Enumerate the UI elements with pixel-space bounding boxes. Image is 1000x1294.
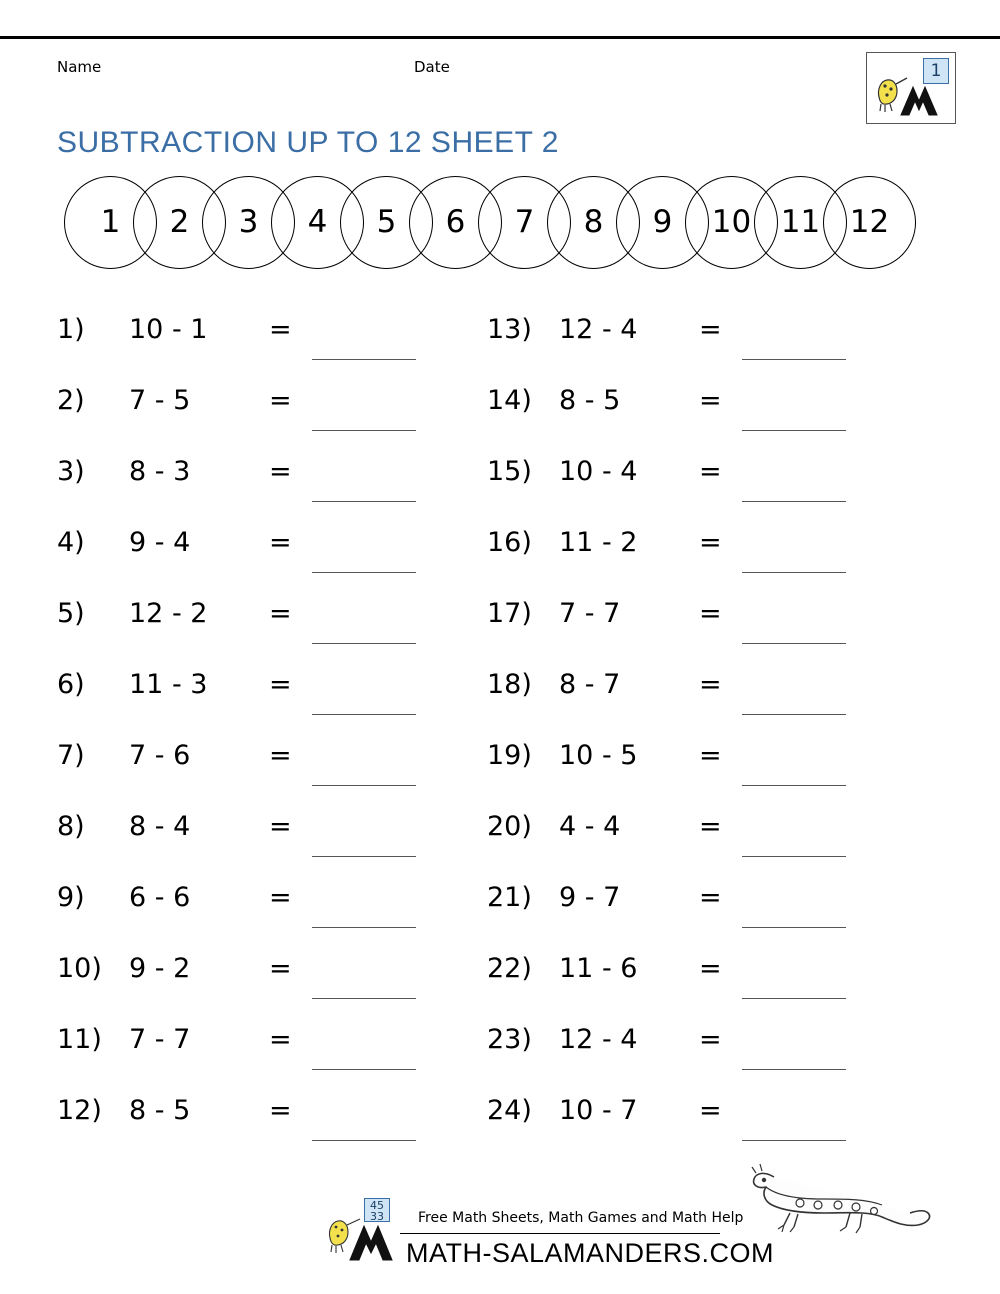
answer-blank[interactable]: [742, 1139, 846, 1141]
problem-expression: 8 - 5: [129, 1095, 191, 1126]
problem-number: 6): [57, 669, 85, 700]
equals-sign: =: [699, 669, 722, 700]
answer-blank[interactable]: [312, 855, 416, 857]
equals-sign: =: [269, 598, 292, 629]
equals-sign: =: [699, 953, 722, 984]
problem-row: [57, 1081, 477, 1152]
equals-sign: =: [269, 882, 292, 913]
answer-blank[interactable]: [742, 429, 846, 431]
equals-sign: =: [269, 456, 292, 487]
footer-site-url: MATH-SALAMANDERS.COM: [406, 1238, 775, 1268]
problem-expression: 7 - 5: [129, 385, 191, 416]
problem-number: 9): [57, 882, 85, 913]
problem-expression: 8 - 4: [129, 811, 191, 842]
problem-expression: 12 - 2: [129, 598, 208, 629]
footer-divider: [400, 1233, 720, 1234]
problem-expression: 9 - 2: [129, 953, 191, 984]
equals-sign: =: [699, 811, 722, 842]
answer-blank[interactable]: [742, 855, 846, 857]
problem-expression: 9 - 7: [559, 882, 621, 913]
equals-sign: =: [269, 527, 292, 558]
problem-row: [487, 1081, 907, 1152]
number-line-item: 8: [547, 176, 640, 269]
name-label: Name: [57, 58, 102, 76]
problem-number: 16): [487, 527, 532, 558]
answer-blank[interactable]: [312, 997, 416, 999]
problem-row: [57, 442, 477, 513]
salamander-icon: [742, 1155, 942, 1260]
equals-sign: =: [699, 456, 722, 487]
problem-number: 1): [57, 314, 85, 345]
problem-expression: 8 - 5: [559, 385, 621, 416]
problem-number: 13): [487, 314, 532, 345]
problem-number: 24): [487, 1095, 532, 1126]
top-divider: [0, 36, 1000, 39]
problem-expression: 9 - 4: [129, 527, 191, 558]
equals-sign: =: [269, 669, 292, 700]
answer-blank[interactable]: [742, 642, 846, 644]
number-line: [64, 176, 944, 270]
number-line-item: 6: [409, 176, 502, 269]
answer-blank[interactable]: [742, 1068, 846, 1070]
problem-expression: 6 - 6: [129, 882, 191, 913]
problem-row: [487, 655, 907, 726]
problem-row: [487, 371, 907, 442]
problems-column-left: [57, 300, 477, 1152]
problem-expression: 11 - 3: [129, 669, 208, 700]
problem-expression: 11 - 2: [559, 527, 638, 558]
number-line-item: 11: [754, 176, 847, 269]
problem-number: 7): [57, 740, 85, 771]
answer-blank[interactable]: [742, 500, 846, 502]
answer-blank[interactable]: [312, 571, 416, 573]
problem-number: 3): [57, 456, 85, 487]
problem-number: 2): [57, 385, 85, 416]
problem-number: 21): [487, 882, 532, 913]
problem-row: [487, 939, 907, 1010]
problem-row: [487, 868, 907, 939]
equals-sign: =: [269, 740, 292, 771]
problem-expression: 8 - 3: [129, 456, 191, 487]
answer-blank[interactable]: [742, 358, 846, 360]
number-line-item: 9: [616, 176, 709, 269]
answer-blank[interactable]: [742, 571, 846, 573]
answer-blank[interactable]: [312, 1139, 416, 1141]
page-title: SUBTRACTION UP TO 12 SHEET 2: [57, 126, 559, 159]
problem-expression: 12 - 4: [559, 314, 638, 345]
logo-inner: [867, 53, 955, 123]
problem-number: 20): [487, 811, 532, 842]
equals-sign: =: [269, 953, 292, 984]
problem-row: [487, 442, 907, 513]
problem-row: [57, 584, 477, 655]
problem-row: [57, 300, 477, 371]
answer-blank[interactable]: [312, 358, 416, 360]
answer-blank[interactable]: [312, 500, 416, 502]
number-line-item: 3: [202, 176, 295, 269]
answer-blank[interactable]: [742, 784, 846, 786]
problem-number: 12): [57, 1095, 102, 1126]
problem-row: [57, 797, 477, 868]
problem-row: [57, 513, 477, 584]
problem-row: [487, 1010, 907, 1081]
problem-number: 11): [57, 1024, 102, 1055]
problem-number: 18): [487, 669, 532, 700]
problem-number: 19): [487, 740, 532, 771]
problem-row: [57, 726, 477, 797]
problem-number: 22): [487, 953, 532, 984]
equals-sign: =: [269, 385, 292, 416]
problem-number: 23): [487, 1024, 532, 1055]
answer-blank[interactable]: [312, 642, 416, 644]
problem-expression: 10 - 1: [129, 314, 208, 345]
problem-row: [487, 513, 907, 584]
problem-expression: 4 - 4: [559, 811, 621, 842]
problem-row: [57, 371, 477, 442]
problem-row: [57, 939, 477, 1010]
problem-number: 14): [487, 385, 532, 416]
problem-row: [487, 584, 907, 655]
number-line-item: 7: [478, 176, 571, 269]
problem-row: [57, 868, 477, 939]
answer-blank[interactable]: [312, 926, 416, 928]
salamander-illustration: [742, 1155, 942, 1260]
problem-expression: 10 - 5: [559, 740, 638, 771]
problem-expression: 12 - 4: [559, 1024, 638, 1055]
problem-number: 4): [57, 527, 85, 558]
equals-sign: =: [699, 598, 722, 629]
problem-number: 17): [487, 598, 532, 629]
equals-sign: =: [699, 882, 722, 913]
math-salamanders-logo: [866, 52, 956, 124]
problem-expression: 7 - 7: [129, 1024, 191, 1055]
equals-sign: =: [699, 385, 722, 416]
equals-sign: =: [699, 527, 722, 558]
answer-blank[interactable]: [742, 926, 846, 928]
number-line-item: 4: [271, 176, 364, 269]
logo-grade-badge: 1: [923, 58, 949, 84]
answer-blank[interactable]: [312, 429, 416, 431]
equals-sign: =: [699, 740, 722, 771]
answer-blank[interactable]: [742, 713, 846, 715]
footer-tagline: Free Math Sheets, Math Games and Math Help: [418, 1210, 744, 1226]
problem-expression: 8 - 7: [559, 669, 621, 700]
date-label: Date: [414, 58, 450, 76]
problem-expression: 10 - 7: [559, 1095, 638, 1126]
number-line-item: 10: [685, 176, 778, 269]
problem-expression: 7 - 6: [129, 740, 191, 771]
number-line-item: 2: [133, 176, 226, 269]
problem-row: [487, 300, 907, 371]
answer-blank[interactable]: [312, 784, 416, 786]
number-line-item: 1: [64, 176, 157, 269]
footer-grade-badge: 45 33: [364, 1198, 390, 1222]
problem-number: 8): [57, 811, 85, 842]
problem-row: [487, 797, 907, 868]
problem-number: 15): [487, 456, 532, 487]
equals-sign: =: [699, 1095, 722, 1126]
equals-sign: =: [269, 1095, 292, 1126]
equals-sign: =: [269, 811, 292, 842]
problem-expression: 10 - 4: [559, 456, 638, 487]
problem-row: [57, 655, 477, 726]
problem-expression: 11 - 6: [559, 953, 638, 984]
equals-sign: =: [699, 314, 722, 345]
problem-row: [57, 1010, 477, 1081]
problem-number: 5): [57, 598, 85, 629]
problem-expression: 7 - 7: [559, 598, 621, 629]
problem-row: [487, 726, 907, 797]
worksheet-header: [0, 58, 1000, 88]
problem-number: 10): [57, 953, 102, 984]
number-line-item: 5: [340, 176, 433, 269]
equals-sign: =: [699, 1024, 722, 1055]
number-line-item: 12: [823, 176, 916, 269]
problems-column-right: [487, 300, 907, 1152]
equals-sign: =: [269, 314, 292, 345]
answer-blank[interactable]: [312, 713, 416, 715]
answer-blank[interactable]: [742, 997, 846, 999]
equals-sign: =: [269, 1024, 292, 1055]
answer-blank[interactable]: [312, 1068, 416, 1070]
